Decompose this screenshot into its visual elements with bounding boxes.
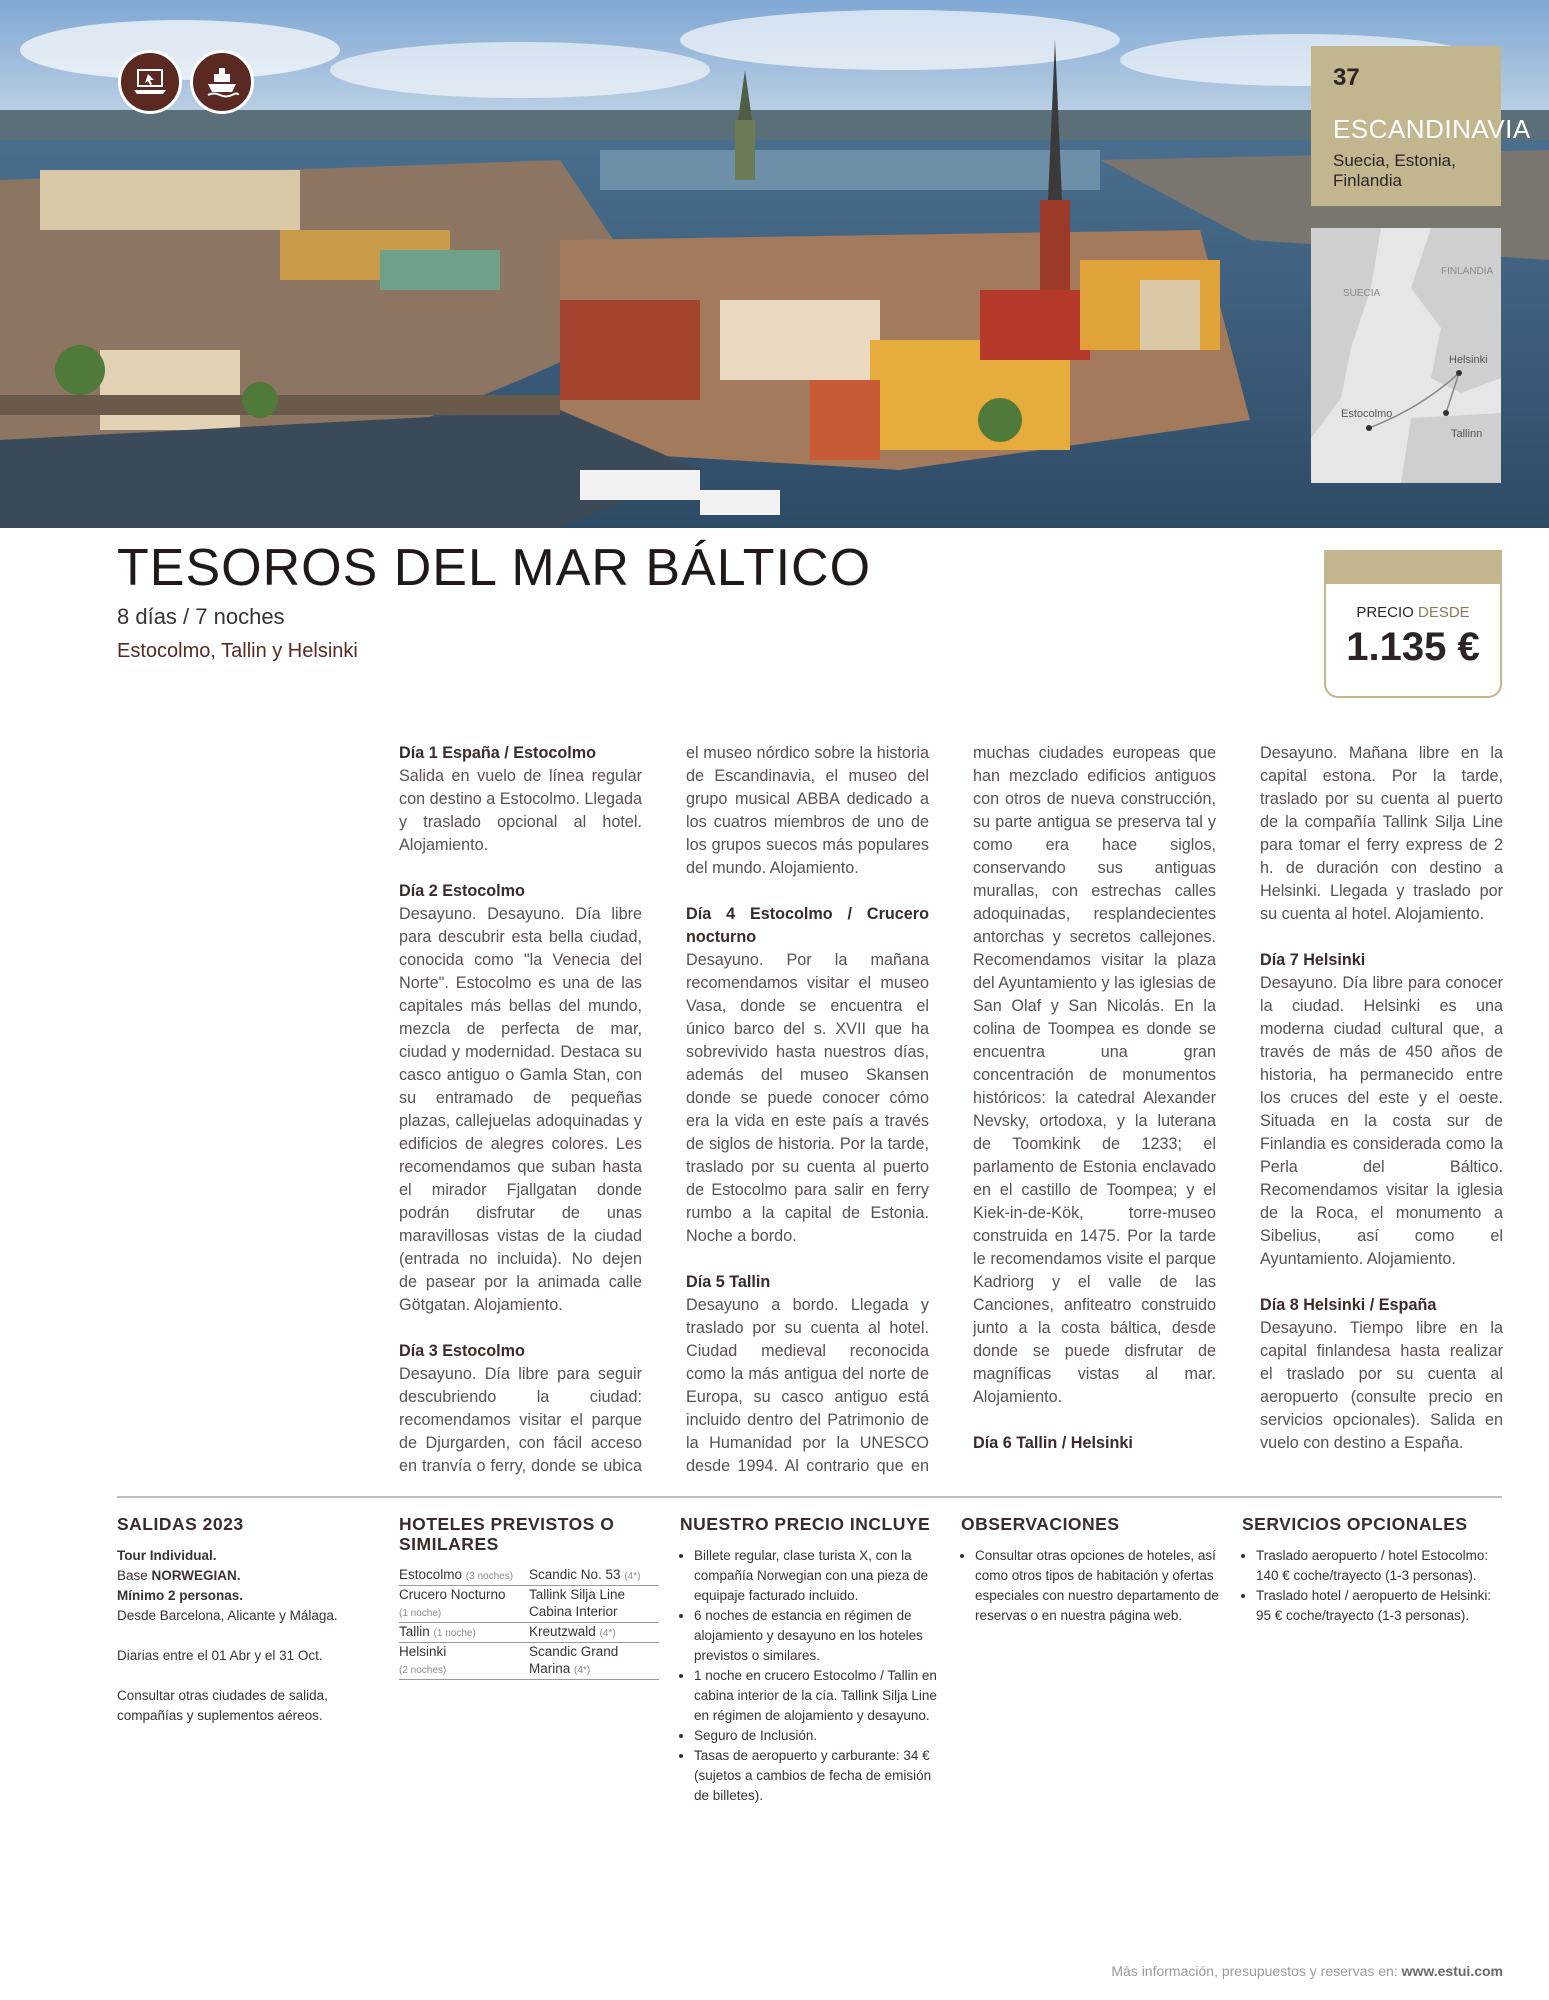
map-label-helsinki: Helsinki (1449, 354, 1488, 366)
hotel-name: Tallink Silja Line Cabina Interior (529, 1587, 626, 1619)
hotel-name: Scandic Grand Marina (529, 1644, 619, 1676)
hotel-city: Crucero Nocturno (399, 1587, 506, 1602)
hotel-nights: (2 noches) (399, 1665, 447, 1676)
hotel-name: Scandic No. 53 (529, 1567, 621, 1582)
day-title: Día 5 Tallin (686, 1273, 771, 1291)
hotel-city: Helsinki (399, 1644, 447, 1659)
list-item: • Traslado aeropuerto / hotel Estocolmo: 140 € coche/trayecto (1-3 personas). (1256, 1546, 1502, 1586)
list-item: • 1 noche en crucero Estocolmo / Tallin en cabina interior de la cía. Tallink Silja Line en régimen de alojamiento y desayuno. (694, 1666, 940, 1726)
minimum-persons: Mínimo 2 personas. (117, 1588, 244, 1603)
incluye-section (680, 1514, 940, 1806)
price-value: 1.135 € (1346, 625, 1480, 669)
day-title: Día 4 Estocolmo / Crucero nocturno (686, 905, 929, 946)
list-item: • 6 noches de estancia en régimen de alojamiento y desayuno en los hoteles previstos o similares. (694, 1606, 940, 1666)
map-label-finlandia: FINLANDIA (1441, 266, 1494, 277)
day-text: Desayuno. Día libre para conocer la ciudad. Helsinki es una moderna ciudad cultural que, a través de más de 450 años de historia, ha permanecido entre los cruces del este y el oeste. Situada en la costa sur de Finlandia es considerada como la Perla del Báltico. Recomendamos visitar la iglesia de la Roca, el monumento a Sibelius, así como el Ayuntamiento. Alojamiento. (1260, 974, 1503, 1268)
section-divider (117, 1496, 1502, 1498)
hotel-table (399, 1566, 659, 1680)
table-row (399, 1643, 659, 1680)
day-text: Salida en vuelo de línea regular con destino a Estocolmo. Llegada y traslado opcional al hotel. Alojamiento. (399, 767, 642, 854)
footer-text: Más información, presupuestos y reservas en: (1111, 1963, 1398, 1979)
list-item: • Traslado hotel / aeropuerto de Helsinki: 95 € coche/trayecto (1-3 personas). (1256, 1586, 1502, 1626)
day-title: Día 7 Helsinki (1260, 951, 1366, 969)
itinerary-day (1260, 949, 1503, 1271)
base-prefix: Base (117, 1568, 148, 1583)
day-text: Desayuno. Tiempo libre en la capital finlandesa hasta realizar el traslado por su cuenta al aeropuerto (consulte precio en servicios opcionales). Salida en vuelo con destino a España. (1260, 1319, 1503, 1452)
list-item: • Seguro de Inclusión. (694, 1726, 940, 1746)
hotel-nights: (1 noche) (399, 1608, 442, 1619)
footer (1111, 1963, 1503, 1979)
observaciones-heading: OBSERVACIONES (961, 1514, 1120, 1534)
hotel-city: Estocolmo (399, 1567, 463, 1582)
salidas-heading: SALIDAS 2023 (117, 1514, 244, 1534)
day-title: Día 8 Helsinki / España (1260, 1296, 1437, 1314)
map-label-tallinn: Tallinn (1451, 428, 1483, 440)
itinerary (399, 742, 1503, 1482)
hotel-category: (4*) (624, 1571, 641, 1582)
table-row (399, 1586, 659, 1623)
footer-link[interactable]: www.estui.com (1401, 1963, 1503, 1979)
hotel-nights: (3 noches) (465, 1571, 514, 1582)
hotel-city: Tallin (399, 1624, 430, 1639)
itinerary-day (1260, 1294, 1503, 1455)
hoteles-heading: HOTELES PREVISTOS O SIMILARES (399, 1514, 615, 1554)
trip-duration: 8 días / 7 noches (117, 604, 285, 629)
price-box-bar (1326, 552, 1500, 584)
departure-dates: Diarias entre el 01 Abr y el 31 Oct. (117, 1648, 323, 1663)
observaciones-section (961, 1514, 1221, 1626)
route-map (1311, 228, 1501, 483)
day-text: Desayuno. Desayuno. Día libre para descubrir esta bella ciudad, conocida como "la Venecia del Norte". Estocolmo es una de las capitales más bellas del mundo, mezcla de perfecta de mar, ciudad y modernidad. Destaca su casco antiguo o Gamla Stan, con su entramado de pequeñas plazas, callejuelas adoquinadas y edificios de alegres colores. Les recomendamos que suban hasta el mirador Fjallgatan donde podrán disfrutar de unas maravillosas vistas de la ciudad (entrada no incluida). No dejen de pasear por la animada calle Götgatan. Alojamiento. (399, 905, 642, 1314)
price-label: PRECIO DESDE (1356, 604, 1470, 621)
laptop-icon (118, 50, 182, 114)
day-title: Día 2 Estocolmo (399, 882, 525, 900)
opcionales-section (1242, 1514, 1502, 1626)
map-label-suecia: SUECIA (1343, 288, 1381, 299)
day-text: Desayuno. Día libre para seguir descubriendo la ciudad: recomendamos visitar el parque de Djurgarden, con fácil acceso en tranvía o ferry, donde se ubica el museo nórdico sobre la historia de Escandinavia, el museo del grupo musical ABBA dedicado a los cuatros miembros de uno de los grupos suecos más populares del mundo. Alojamiento. (399, 744, 929, 1475)
opcionales-heading: SERVICIOS OPCIONALES (1242, 1514, 1468, 1534)
list-item: • Consultar otras opciones de hoteles, así como otros tipos de habitación y ofertas especiales con nuestro departamento de reservas o en nuestra página web. (975, 1546, 1221, 1626)
destination-tag (1311, 46, 1531, 206)
price-from-label: DESDE (1418, 604, 1470, 621)
day-text: Desayuno. Por la mañana recomendamos visitar el museo Vasa, donde se encuentra el único barco del s. XVII que ha sobrevivido hasta nuestros días, además del museo Skansen donde se puede conocer cómo era la vida en este país a través de siglos de historia. Por la tarde, traslado por su cuenta al puerto de Estocolmo para salir en ferry rumbo a la capital de Estonia. Noche a bordo. (686, 951, 929, 1245)
hoteles-section (399, 1514, 659, 1680)
list-item: • Billete regular, clase turista X, con la compañía Norwegian con una pieza de equipaje facturado incluido. (694, 1546, 940, 1606)
day-title: Día 6 Tallin / Helsinki (973, 1434, 1133, 1452)
list-item: • Tasas de aeropuerto y carburante: 34 € (sujetos a cambios de fecha de emisión de billetes). (694, 1746, 940, 1806)
countries-list: Suecia, Estonia, Finlandia (1333, 151, 1456, 190)
hero-image (0, 0, 1549, 528)
price-box (1324, 550, 1502, 698)
itinerary-day (399, 742, 642, 857)
day-title: Día 1 España / Estocolmo (399, 744, 597, 762)
departure-cities: Desde Barcelona, Alicante y Málaga. (117, 1608, 338, 1623)
itinerary-day (399, 880, 642, 1317)
hotel-name: Kreutzwald (529, 1624, 596, 1639)
incluye-heading: NUESTRO PRECIO INCLUYE (680, 1514, 931, 1534)
page-title: TESOROS DEL MAR BÁLTICO (117, 539, 872, 597)
region-name: ESCANDINAVIA (1333, 114, 1531, 144)
table-row (399, 1566, 659, 1586)
itinerary-day (686, 903, 929, 1248)
cruise-ship-icon (190, 50, 254, 114)
salidas-section (117, 1514, 377, 1726)
day-text: Desayuno a bordo. Llegada y traslado por su cuenta al hotel. Ciudad medieval reconocida como la más antigua del norte de Europa, su casco antiguo está incluido dentro del Patrimonio de la Humanidad por la UNESCO desde 1994. Al contrario que en muchas ciudades europeas que han mezclado edificios antiguos con otros de nueva construcción, su parte antigua se preserva tal y como era hace siglos, conservando sus antiguas murallas, con estrechas calles adoquinadas, resplandecientes antorchas y secretos callejones. Recomendamos visitar la plaza del Ayuntamiento y las iglesias de San Olaf y San Nicolás. En la colina de Toompea es donde se encuentra una gran concentración de monumentos históricos: la catedral Alexander Nevsky, ortodoxa, y la luterana de Toomkink de 1233; el parlamento de Estonia enclavado en el castillo de Toompea; y el Kiek-in-de-Kök, torre-museo construida en 1475. Por la tarde le recomendamos visite el parque Kadriorg y el valle de las Canciones, anfiteatro construido junto a la costa báltica, desde donde se puede disfrutar de magníficas vistas al mar. Alojamiento. (686, 744, 1216, 1475)
salidas-note: Consultar otras ciudades de salida, compañías y suplementos aéreos. (117, 1688, 328, 1723)
base-airline: NORWEGIAN. (151, 1568, 241, 1583)
tour-type: Tour Individual. (117, 1548, 217, 1563)
page-number: 37 (1333, 64, 1360, 91)
table-row (399, 1623, 659, 1643)
hotel-category: (4*) (574, 1665, 591, 1676)
map-label-estocolmo: Estocolmo (1341, 408, 1393, 420)
day-title: Día 3 Estocolmo (399, 1342, 525, 1360)
day-text: Desayuno. Mañana libre en la capital estona. Por la tarde, traslado por su cuenta al puerto de la compañía Tallink Silja Line para tomar el ferry express de 2 h. de duración con destino a Helsinki. Llegada y traslado por su cuenta al hotel. Alojamiento. (1260, 744, 1503, 923)
trip-route: Estocolmo, Tallin y Helsinki (117, 640, 358, 662)
hotel-nights: (1 noche) (433, 1628, 476, 1639)
hotel-category: (4*) (599, 1628, 616, 1639)
